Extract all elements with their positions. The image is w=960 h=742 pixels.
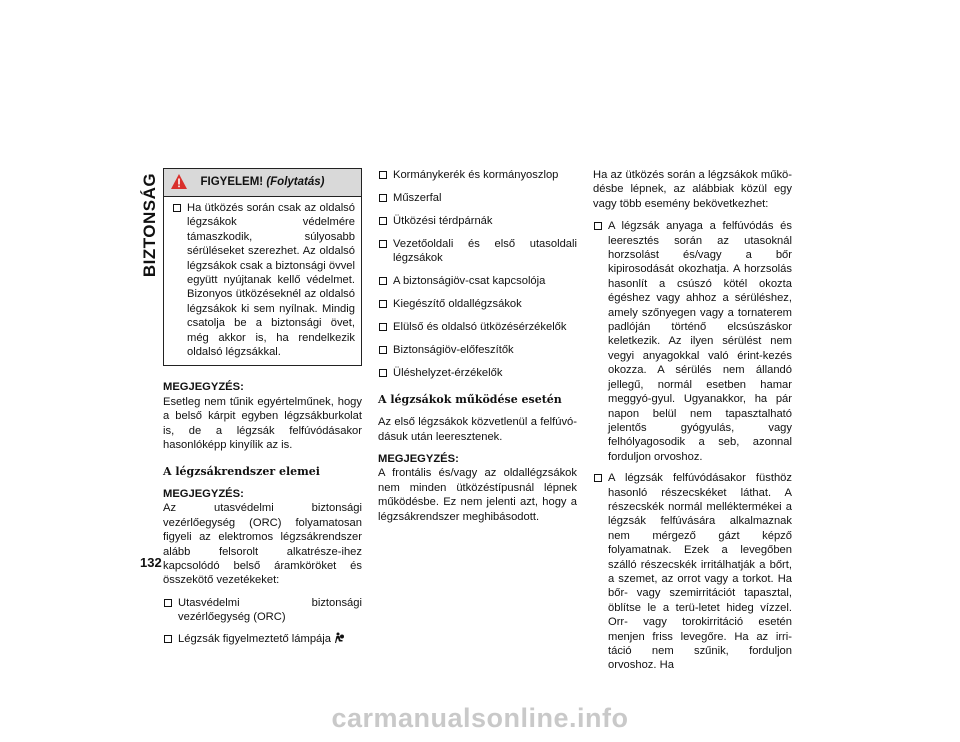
list-item: Vezetőoldali és első utasoldali légzsákok	[378, 237, 577, 266]
warning-title: FIGYELEM!	[200, 176, 264, 188]
list-item: Elülső és oldalsó ütközésérzékelők	[378, 320, 577, 334]
column-2	[378, 168, 577, 532]
warning-body	[164, 197, 361, 365]
note-text: A frontális és/vagy az oldallégzsákok nem minden ütközéstípusnál lépnek működésbe. Ez nem jelenti azt, hogy a légzsákrendszer meghibásodott.	[378, 467, 577, 523]
note-text: Esetleg nem tűnik egyértelműnek, hogy a belső kárpit egyben légzsákburkolat is, de a légzsák felfúvódásakor hasonlóképp kinyílik az is.	[163, 395, 362, 452]
list-item: Kormánykerék és kormányoszlop	[378, 168, 577, 182]
column-3	[593, 168, 792, 680]
list-item: Ütközési térdpárnák	[378, 214, 577, 228]
column-1	[163, 168, 362, 653]
warning-triangle-icon	[170, 173, 188, 190]
paragraph: Az első légzsákok közvetlenül a felfúvó-dásuk után leeresztenek.	[378, 416, 577, 443]
list-item: Kiegészítő oldallégzsákok	[378, 297, 577, 311]
list-item-text: Légzsák figyelmeztető lámpája	[178, 632, 331, 645]
watermark: carmanualsonline.info	[331, 703, 629, 733]
list-item	[163, 632, 362, 646]
list-item: Üléshelyzet-érzékelők	[378, 366, 577, 380]
note-heading: MEGJEGYZÉS:	[163, 381, 244, 394]
section-tab	[140, 170, 160, 280]
page-number: 132	[140, 555, 162, 570]
warning-box	[163, 168, 362, 366]
list-item: Utasvédelmi biztonsági vezérlőegység (ORC)	[163, 596, 362, 625]
note-heading: MEGJEGYZÉS:	[378, 453, 459, 466]
note-text: Az utasvédelmi biztonsági vezérlőegység (ORC) folyamatosan figyeli az elektromos légzsákrendszer alább felsorolt alkatrésze-ihez kapcsolódó belső áramköröket és összekötő vezetékeket:	[163, 502, 362, 587]
paragraph: Ha az ütközés során a légzsákok műkö-désbe lépnek, az alábbiak közül egy vagy több esemény bekövetkezhet:	[593, 169, 792, 210]
section-heading: A légzsákrendszer elemei	[163, 464, 320, 478]
list-item: A légzsák anyaga a felfúvódás és leeresztés során az utasoknál horzsolást és/vagy a bőr kipirosodását okozhatja. A horzsolás hasonlít a csúszó kötél okozta égéshez vagy ahhoz a sérüléshez, amely szőnyegen vagy a tornaterem padlóján történő elcsúszáskor keletkezik. Az ilyen sérülést nem vegyi anyagokkal való érint-kezés okozza. A sérülés nem állandó jellegű, normál esetben hamar meggyó-gyul. Ugyanakkor, ha pár napon belül nem tapasztalható jelentős gyógyulás, vagy felhólyagosodik a seb, azonnal forduljon orvoshoz.	[593, 219, 792, 464]
note-heading: MEGJEGYZÉS:	[163, 487, 244, 500]
airbag-warning-icon	[333, 632, 345, 644]
list-item: A biztonságiöv-csat kapcsolója	[378, 274, 577, 288]
warning-header	[164, 169, 361, 197]
warning-item: Ha ütközés során csak az oldalsó légzsákok védelmére támaszkodik, súlyosabb sérüléseket szerezhet. Az oldalsó légzsákok csak a biztonsági övvel együtt nyújtanak kellő védelmet. Bizonyos ütközéseknél az oldalsó légzsákok ki sem nyílnak. Mindig csatolja be a biztonsági övet, még akkor is, ha rendelkezik oldalsó légzsákkal.	[172, 201, 355, 359]
warning-title-suffix: (Folytatás)	[266, 176, 325, 188]
list-item: A légzsák felfúvódásakor füsthöz hasonló részecskéket láthat. A részecskék normál melléktermékei a légzsák felfúvására alkalmaznak nem mérgező gázt képző folyamatnak. Ezek a levegőben szálló részecskék irritálhatják a bőrt, a szemet, az orrot vagy a torkot. Ha bőr- vagy szemirritációt tapasztal, öblítse le a terü-letet hideg vízzel. Orr- vagy torokirritáció esetén menjen friss levegőre. Ha az irri-táció nem szűnik, forduljon orvoshoz. Ha	[593, 471, 792, 673]
section-heading: A légzsákok működése esetén	[378, 392, 562, 406]
list-item: Műszerfal	[378, 191, 577, 205]
section-tab-label: BIZTONSÁG	[140, 172, 159, 278]
list-item: Biztonságiöv-előfeszítők	[378, 343, 577, 357]
